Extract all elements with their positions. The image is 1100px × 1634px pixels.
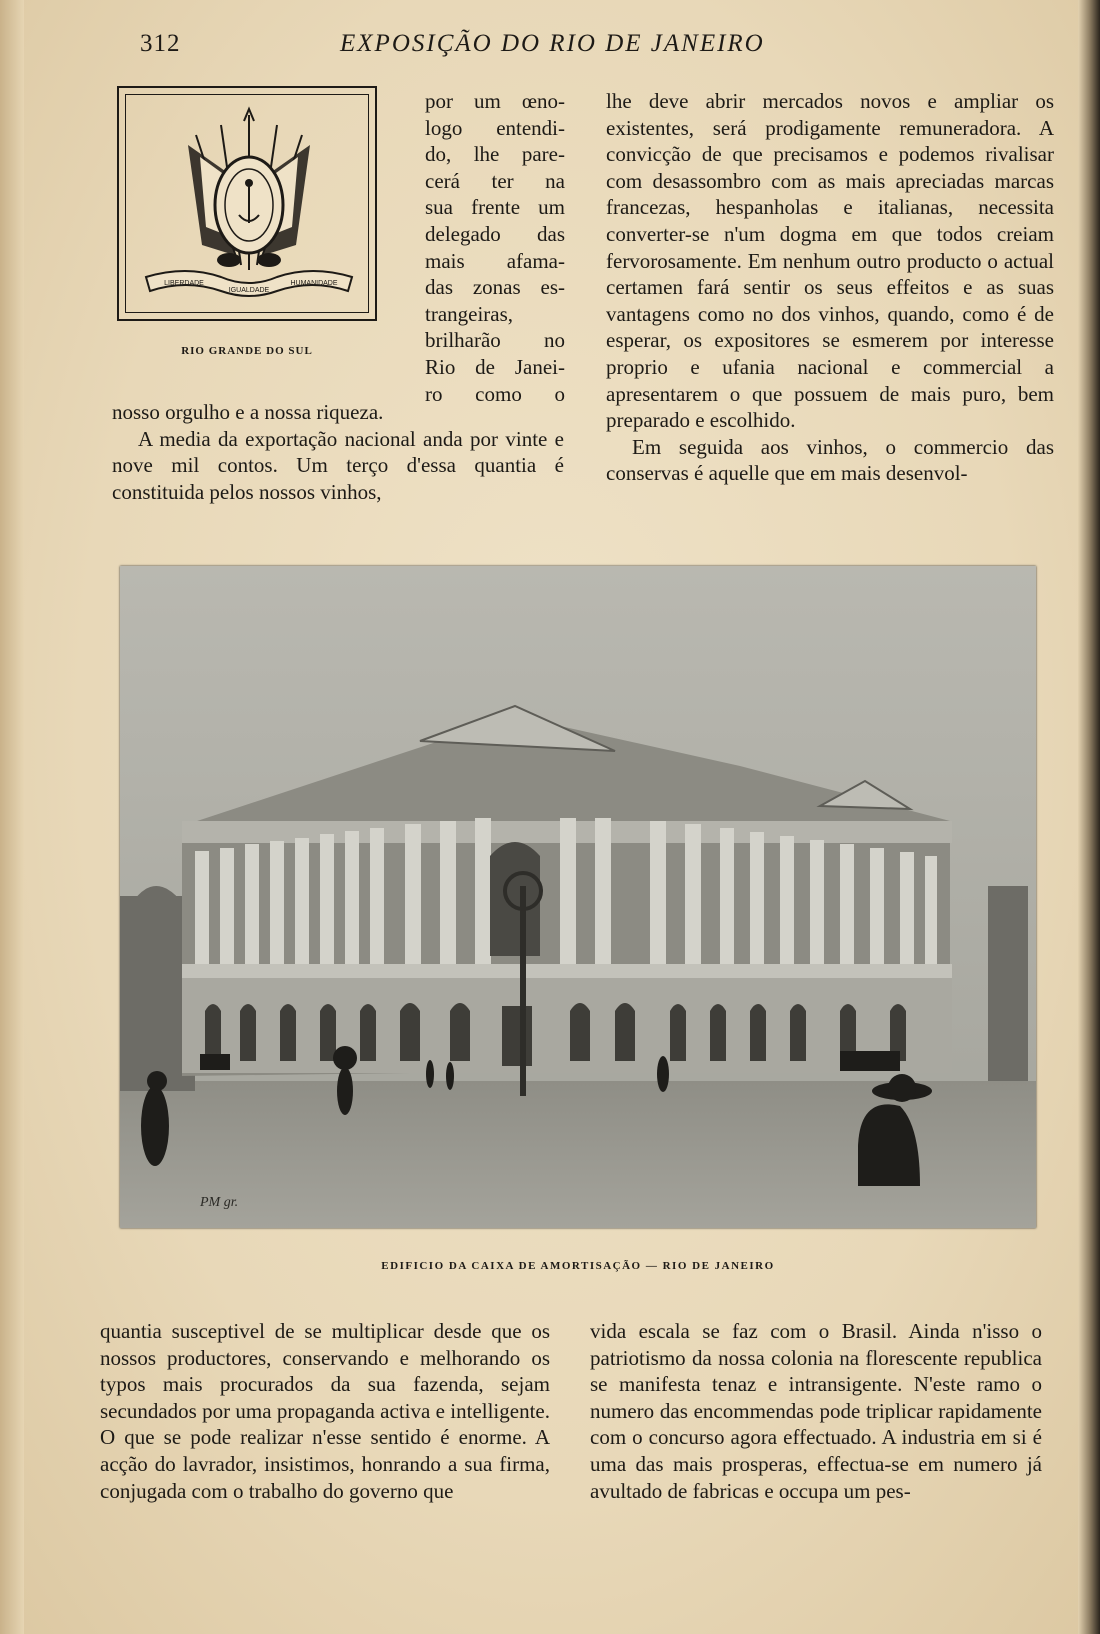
coat-of-arms-illustration: [117, 86, 377, 321]
page-binding-shadow: [0, 0, 24, 1634]
narrow-text-column: [425, 88, 565, 407]
running-title: EXPOSIÇÃO DO RIO DE JANEIRO: [340, 30, 765, 57]
paragraph: Em seguida aos vinhos, o commercio das conservas é aquelle que em mais desenvol-: [606, 434, 1054, 486]
page-header: [140, 30, 1020, 70]
paragraph: nosso orgulho e a nossa riqueza.: [112, 400, 384, 424]
left-top-text-column: [112, 399, 564, 505]
narrow-line: trangeiras,: [425, 301, 514, 326]
narrow-line: brilharão no: [425, 328, 565, 353]
left-bottom-text-column: [100, 1318, 550, 1504]
emblem-caption: RIO GRANDE DO SUL: [181, 345, 313, 357]
narrow-line: sua frente um: [425, 195, 565, 220]
photo-signature: PM gr.: [200, 1195, 239, 1210]
emblem-inner-frame: [125, 94, 369, 313]
narrow-line: por um œno-: [425, 89, 565, 113]
photo-caption: EDIFICIO DA CAIXA DE AMORTISAÇÃO — RIO DE JANEIRO: [381, 1260, 775, 1272]
right-top-text-column: [606, 88, 1054, 487]
paragraph: A media da exportação nacional anda por vinte e nove mil contos. Um terço d'essa quantia é constituida pelos nossos vinhos,: [112, 426, 564, 504]
narrow-line: Rio de Janei-: [425, 354, 565, 379]
page-edge-shadow: [1078, 0, 1100, 1634]
narrow-line: logo entendi-: [425, 115, 565, 140]
narrow-line: das zonas es-: [425, 275, 565, 300]
building-photo-image: [120, 566, 1036, 1228]
narrow-line: do, lhe pare-: [425, 142, 565, 167]
narrow-line: cerá ter na: [425, 168, 565, 193]
page-number: 312: [140, 30, 181, 57]
narrow-line: ro como o: [425, 381, 565, 406]
building-photograph: [120, 566, 1036, 1228]
ribbon-word-2: IGUALDADE: [228, 287, 270, 294]
paragraph: quantia susceptivel de se multiplicar desde que os nossos productores, conservando e melhorando os typos mais procurados da sua fazenda, sejam secundados por uma propaganda activa e intelligente. O que se pode realizar n'esse sentido é enorme. A acção do lavrador, insistimos, honrando a sua firma, conjugada com o trabalho do governo que: [100, 1319, 550, 1503]
narrow-line: mais afama-: [425, 248, 565, 273]
ribbon-word-3: HUMANIDADE: [290, 280, 338, 287]
narrow-line: delegado das: [425, 221, 565, 246]
paragraph: vida escala se faz com o Brasil. Ainda n'isso o patriotismo da nossa colonia na florescente republica se manifesta tenaz e intransigente. N'este ramo o numero das encommendas pode triplicar rapidamente com o concurso agora effectuado. A industria em si é uma das mais prosperas, effectua-se em numero já avultado de fabricas e occupa um pes-: [590, 1319, 1042, 1503]
paragraph: lhe deve abrir mercados novos e ampliar os existentes, será prodigamente remuneradora. A convicção de que precisamos e podemos rivalisar com desassombro com as mais apreciadas marcas francezas, hespanholas e italianas, necessita converter-se n'um dogma em que todos creiam fervorosamente. Em nenhum outro producto o actual certamen fará sentir os seus effeitos e as suas vantagens como no dos vinhos, quando, como é de esperar, os expositores se esmerem por interesse proprio e ufania nacional e commercial a apresentarem o que possuem de mais puro, bem preparado e escolhido.: [606, 89, 1054, 433]
coat-of-arms-icon: [126, 95, 372, 316]
ribbon-word-1: LIBERDADE: [164, 280, 204, 287]
right-bottom-text-column: [590, 1318, 1042, 1504]
